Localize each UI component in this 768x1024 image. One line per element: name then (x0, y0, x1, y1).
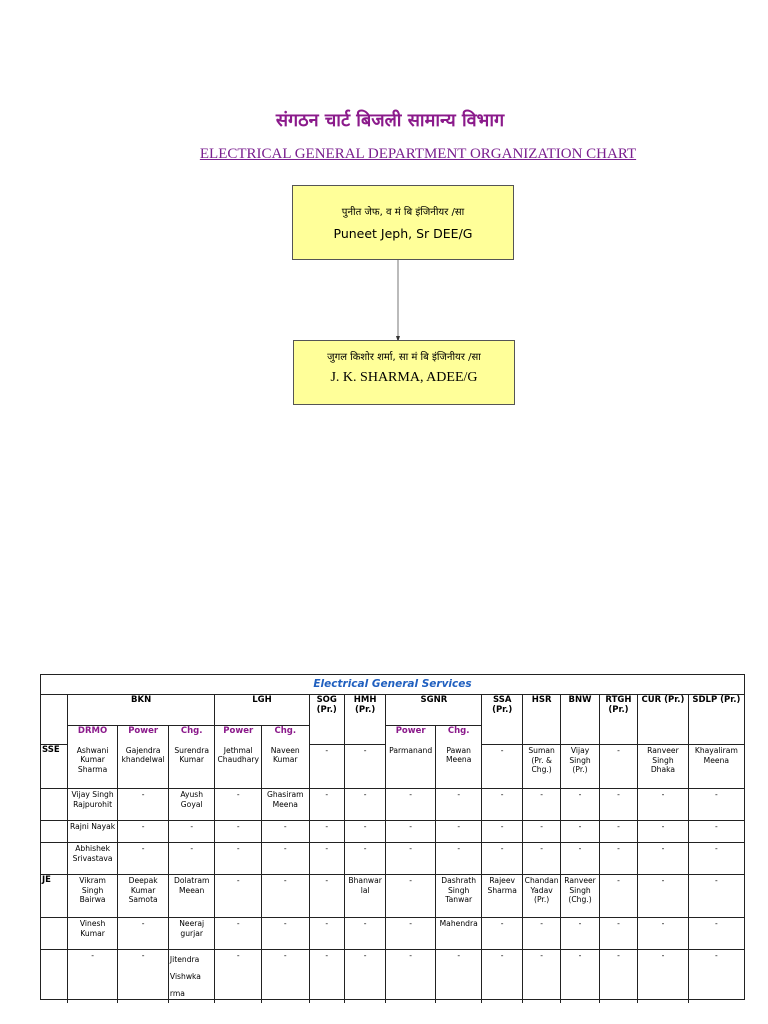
table-cell: Chandan Yadav (Pr.) (522, 875, 560, 918)
table-cell: - (215, 821, 262, 843)
table-cell: Ranveer Singh Dhaka (638, 745, 689, 789)
group-header: CUR (Pr.) (638, 695, 689, 745)
table-cell: Vikram Singh Bairwa (67, 875, 118, 918)
table-cell: - (344, 950, 385, 1004)
table-cell: - (688, 950, 744, 1004)
page-title-english: ELECTRICAL GENERAL DEPARTMENT ORGANIZATION CHART (199, 146, 637, 162)
table-cell: - (309, 745, 344, 789)
table-cell: - (599, 875, 637, 918)
table-row (41, 745, 744, 789)
table-cell: - (561, 918, 599, 950)
table-cell: - (386, 821, 436, 843)
table-cell: - (309, 918, 344, 950)
table-cell: - (344, 843, 385, 875)
row-label (41, 821, 67, 843)
table-cell: - (215, 918, 262, 950)
table-cell: - (344, 918, 385, 950)
table-cell: Naveen Kumar (261, 745, 309, 789)
group-header: SOG (Pr.) (309, 695, 344, 745)
table-cell: - (638, 950, 689, 1004)
table-cell: - (688, 918, 744, 950)
table-cell: - (309, 821, 344, 843)
table-cell: - (118, 918, 169, 950)
table-cell: - (561, 821, 599, 843)
table-cell: - (599, 843, 637, 875)
sub-header: Power (118, 725, 169, 745)
table-cell: - (118, 789, 169, 821)
table-cell: - (482, 821, 522, 843)
table-cell: - (215, 789, 262, 821)
table-cell: - (688, 789, 744, 821)
org-box-adee (293, 340, 515, 405)
table-cell: Ranveer Singh (Chg.) (561, 875, 599, 918)
table-cell: - (168, 821, 215, 843)
group-header: RTGH (Pr.) (599, 695, 637, 745)
table-cell: - (599, 821, 637, 843)
table-cell: - (482, 843, 522, 875)
group-header: BKN (67, 695, 215, 725)
table-cell: - (688, 821, 744, 843)
table-cell: Abhishek Srivastava (67, 843, 118, 875)
table-cell: - (118, 843, 169, 875)
group-header: SDLP (Pr.) (688, 695, 744, 745)
table-cell: - (309, 950, 344, 1004)
row-label (41, 789, 67, 821)
table-cell: - (638, 789, 689, 821)
table-cell: - (522, 843, 560, 875)
table-cell: - (482, 918, 522, 950)
table-cell: - (522, 950, 560, 1004)
sub-header: Chg. (435, 725, 482, 745)
org-box-english-name: J. K. SHARMA, ADEE/G (330, 370, 478, 385)
table-caption: Electrical General Services (41, 675, 744, 695)
table-cell: - (215, 875, 262, 918)
row-label: SSE (41, 745, 67, 789)
table-cell: - (344, 789, 385, 821)
table-body (41, 745, 744, 1004)
table-cell: - (599, 745, 637, 789)
table-row (41, 821, 744, 843)
table-row (41, 843, 744, 875)
org-box-hindi-name: पुनीत जेफ, व मं बि इंजिनीयर /सा (341, 207, 465, 218)
table-row (41, 950, 744, 1004)
table-cell: - (688, 875, 744, 918)
table-cell: - (118, 821, 169, 843)
org-connector-arrow (396, 260, 400, 342)
group-header: BNW (561, 695, 599, 745)
table-cell: Suman (Pr. & Chg.) (522, 745, 560, 789)
table-cell: - (261, 918, 309, 950)
table-cell: - (482, 950, 522, 1004)
row-label (41, 950, 67, 1004)
table-cell: Vinesh Kumar (67, 918, 118, 950)
table-cell: Rajeev Sharma (482, 875, 522, 918)
table-cell: - (261, 875, 309, 918)
table-cell: Bhanwar lal (344, 875, 385, 918)
group-header: LGH (215, 695, 309, 725)
table-cell: - (482, 745, 522, 789)
table-cell: - (386, 789, 436, 821)
table-cell: - (215, 843, 262, 875)
table-cell: - (482, 789, 522, 821)
row-label (41, 843, 67, 875)
org-box-english-name: Puneet Jeph, Sr DEE/G (333, 226, 473, 241)
table-cell: - (561, 950, 599, 1004)
table-cell: - (599, 950, 637, 1004)
table-cell: Neeraj gurjar (168, 918, 215, 950)
table-cell: - (386, 843, 436, 875)
table-row (41, 918, 744, 950)
table-cell: - (688, 843, 744, 875)
table-cell: Ashwani Kumar Sharma (67, 745, 118, 789)
table-cell: Vijay Singh Rajpurohit (67, 789, 118, 821)
table-cell: - (261, 843, 309, 875)
table-cell: - (522, 789, 560, 821)
table-cell: Ayush Goyal (168, 789, 215, 821)
table-cell: Pawan Meena (435, 745, 482, 789)
table-cell: - (435, 950, 482, 1004)
table-cell: - (386, 950, 436, 1004)
table-cell: - (309, 789, 344, 821)
table-cell: - (215, 950, 262, 1004)
table-cell: Rajni Nayak (67, 821, 118, 843)
group-header: SGNR (386, 695, 482, 725)
page-title-hindi: संगठन चार्ट बिजली सामान्य विभाग (275, 110, 505, 131)
table-cell: - (386, 875, 436, 918)
table-cell: Mahendra (435, 918, 482, 950)
table-cell: Jitendra Vishwka rma (168, 950, 215, 1004)
blank-header-cell (41, 695, 67, 745)
group-header: HSR (522, 695, 560, 745)
group-header: HMH (Pr.) (344, 695, 385, 745)
table-cell: - (561, 843, 599, 875)
table-cell: Deepak Kumar Samota (118, 875, 169, 918)
table-cell: - (309, 875, 344, 918)
table-cell: - (344, 821, 385, 843)
table-cell: - (386, 918, 436, 950)
sub-header: Chg. (261, 725, 309, 745)
table-cell: Ghasiram Meena (261, 789, 309, 821)
table-cell: - (638, 918, 689, 950)
table-cell: Jethmal Chaudhary (215, 745, 262, 789)
table-cell: - (561, 789, 599, 821)
table-cell: - (118, 950, 169, 1004)
table-cell: - (309, 843, 344, 875)
services-table (40, 674, 745, 1000)
table-cell: - (638, 843, 689, 875)
sub-header: DRMO (67, 725, 118, 745)
row-label (41, 918, 67, 950)
table-cell: - (261, 821, 309, 843)
sub-header: Power (215, 725, 262, 745)
table-cell: - (599, 918, 637, 950)
table-row (41, 789, 744, 821)
sub-header: Chg. (168, 725, 215, 745)
table-cell: Gajendra khandelwal (118, 745, 169, 789)
table-cell: - (599, 789, 637, 821)
table-cell: Dolatram Meean (168, 875, 215, 918)
table-cell: - (638, 821, 689, 843)
table-cell: Khayaliram Meena (688, 745, 744, 789)
table-cell: Vijay Singh (Pr.) (561, 745, 599, 789)
table-cell: - (261, 950, 309, 1004)
group-header: SSA (Pr.) (482, 695, 522, 745)
sub-header: Power (386, 725, 436, 745)
table-cell: Dashrath Singh Tanwar (435, 875, 482, 918)
staff-table (41, 695, 744, 1003)
table-cell: Parmanand (386, 745, 436, 789)
table-cell: - (168, 843, 215, 875)
org-box-sr-dee (292, 185, 514, 260)
table-cell: - (638, 875, 689, 918)
table-cell: - (522, 918, 560, 950)
table-cell: - (67, 950, 118, 1004)
table-cell: - (435, 843, 482, 875)
table-cell: - (435, 789, 482, 821)
org-box-hindi-name: जुगल किशोर शर्मा, सा मं बि इंजिनीयर /सा (327, 352, 481, 363)
table-row (41, 875, 744, 918)
table-cell: - (344, 745, 385, 789)
table-cell: Surendra Kumar (168, 745, 215, 789)
table-cell: - (522, 821, 560, 843)
row-label: JE (41, 875, 67, 918)
table-cell: - (435, 821, 482, 843)
